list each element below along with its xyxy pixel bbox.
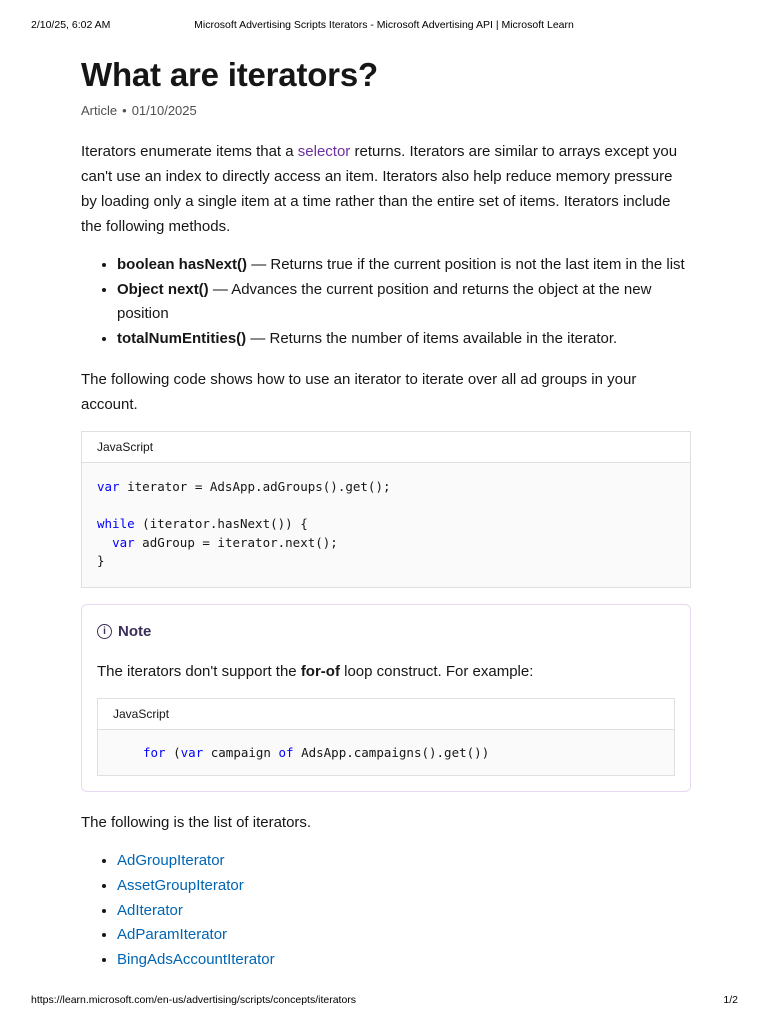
code-body[interactable] (82, 463, 690, 587)
note-text-before: The iterators don't support the (97, 662, 301, 680)
print-page-title: Microsoft Advertising Scripts Iterators - Microsoft Advertising API | Microsoft Learn (194, 19, 574, 31)
code-text: campaign (203, 744, 279, 760)
code-line (97, 534, 675, 553)
method-desc: — Returns true if the current position is not the last item in the list (247, 256, 685, 273)
code-line (97, 478, 675, 497)
print-header (0, 19, 768, 33)
list-item (117, 253, 691, 278)
print-url: https://learn.microsoft.com/en-us/advertising/scripts/concepts/iterators (31, 994, 357, 1006)
selector-link[interactable]: selector (297, 143, 351, 160)
code-body[interactable] (98, 730, 674, 776)
code-keyword: var (180, 744, 204, 760)
article-date: 01/10/2025 (131, 103, 197, 118)
code-intro-paragraph: The following code shows how to use an iterator to iterate over all ad groups in your account. (81, 371, 637, 413)
code-line (97, 497, 675, 516)
iterator-link[interactable]: BingAdsAccountIterator (117, 951, 275, 969)
code-keyword: of (278, 744, 294, 760)
meta-separator: • (122, 103, 127, 118)
iterator-link[interactable]: AdIterator (117, 901, 183, 919)
list-item (117, 874, 691, 899)
print-page-number: 1/2 (723, 994, 738, 1006)
list-item (117, 849, 691, 874)
intro-text-before: Iterators enumerate items that a (81, 143, 298, 160)
list-item (117, 923, 691, 948)
list-item (117, 899, 691, 924)
method-name: Object next() (117, 280, 209, 298)
page-title: What are iterators? (81, 56, 378, 93)
code-keyword: var (97, 479, 120, 494)
list-item (117, 278, 691, 327)
code-keyword: var (112, 534, 135, 550)
intro-text-after: returns. Iterators are similar to arrays except you can't use an index to directly access an item. Iterators also help reduce memory pressure by loading only a single item at a time rather than the entire set of items. Iterators include the following methods. (81, 143, 678, 235)
code-keyword: while (97, 516, 135, 531)
code-block (81, 431, 691, 588)
iterator-list (81, 849, 691, 973)
code-text: iterator = AdsApp.adGroups().get(); (119, 479, 391, 494)
note-title: Note (118, 622, 152, 640)
note-text-after: loop construct. For example: (339, 662, 534, 680)
info-icon: i (97, 624, 112, 639)
article-meta (81, 102, 691, 120)
note-text-bold: for-of (300, 662, 340, 680)
method-desc: — Advances the current position and returns the object at the new position (117, 280, 652, 322)
code-text: } (97, 553, 105, 568)
code-text: (iterator.hasNext()) { (134, 516, 308, 531)
note-code-block (97, 698, 675, 777)
code-indent (97, 535, 112, 550)
print-footer (0, 994, 768, 1008)
article-type: Article (81, 103, 118, 118)
code-keyword: for (143, 744, 166, 760)
note-text (97, 660, 675, 684)
method-name: boolean hasNext() (117, 256, 248, 273)
iterator-link[interactable]: AssetGroupIterator (117, 876, 244, 894)
code-text: adGroup = iterator.next(); (134, 534, 338, 550)
code-text: AdsApp.campaigns().get()) (293, 744, 490, 760)
code-language-label: JavaScript (98, 699, 674, 730)
list-intro-paragraph: The following is the list of iterators. (81, 814, 312, 831)
method-desc: — Returns the number of items available in the iterator. (246, 329, 618, 347)
print-datetime: 2/10/25, 6:02 AM (31, 19, 111, 31)
iterator-link[interactable]: AdGroupIterator (117, 852, 225, 869)
method-name: totalNumEntities() (117, 329, 247, 347)
list-item (117, 948, 691, 973)
note-heading (97, 621, 675, 643)
intro-paragraph (81, 139, 691, 239)
iterator-link[interactable]: AdParamIterator (117, 926, 228, 944)
list-item (117, 327, 691, 352)
article-content (81, 52, 691, 973)
code-line (97, 552, 675, 571)
code-language-label: JavaScript (82, 432, 690, 463)
methods-list (81, 253, 691, 351)
code-text: ( (165, 744, 181, 760)
note-callout (81, 604, 691, 793)
code-line (97, 515, 675, 534)
